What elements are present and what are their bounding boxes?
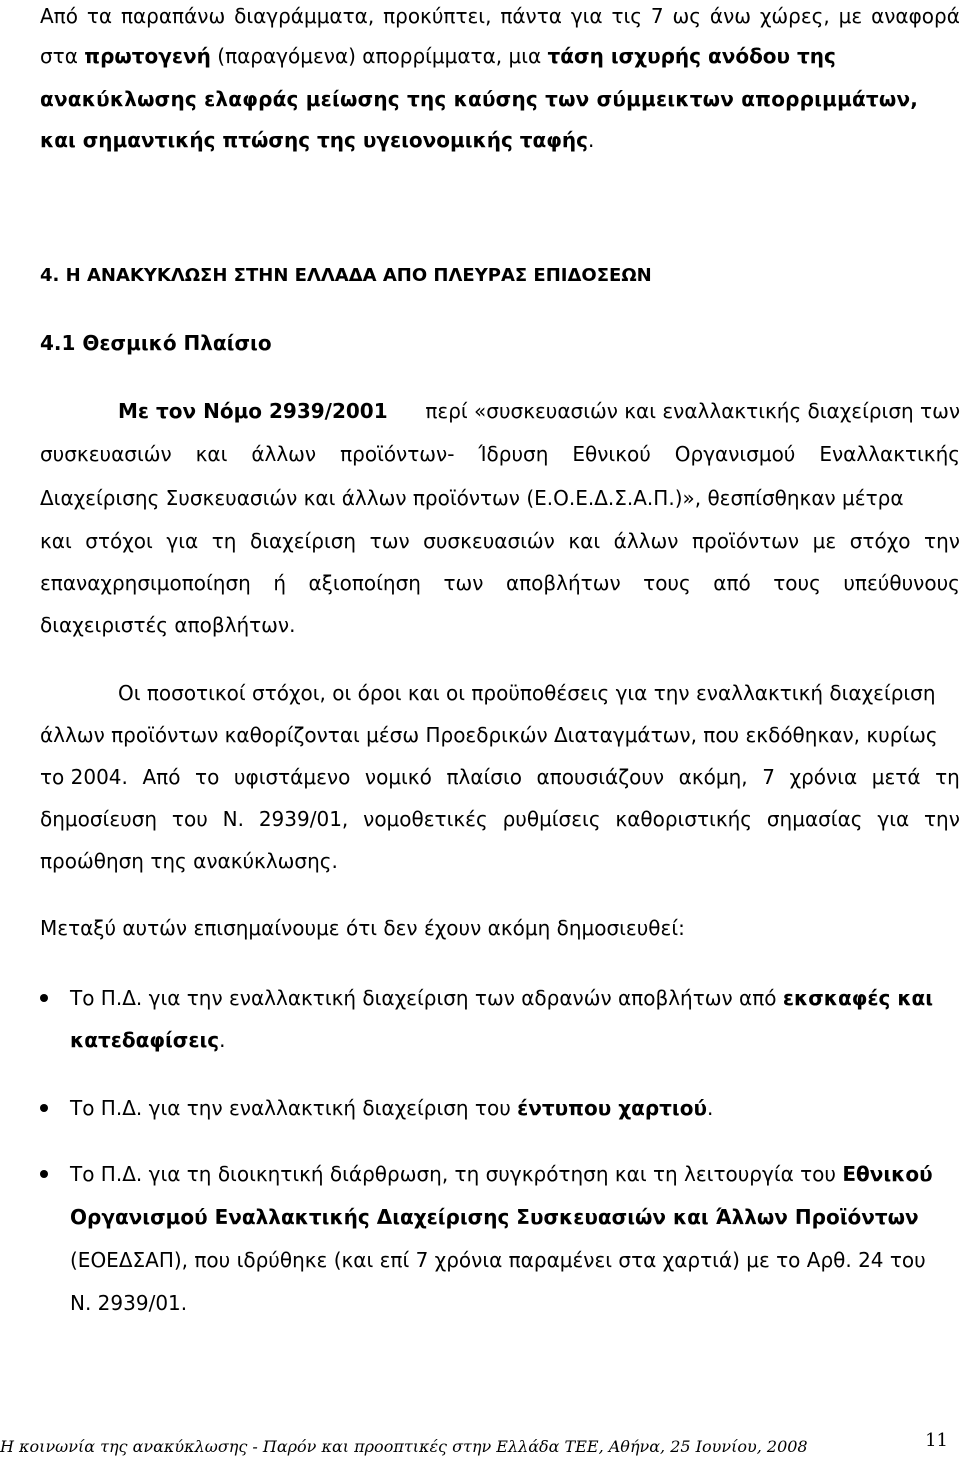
bullet-2-dot: [40, 1104, 48, 1112]
word: τους: [773, 571, 821, 595]
footer-citation: Η κοινωνία της ανακύκλωσης - Παρόν και προοπτικές στην Ελλάδα ΤΕΕ, Αθήνα, 25 Ιουνίου, 2008: [0, 1437, 808, 1456]
word: υπεύθυνους: [843, 571, 960, 595]
word: 2939/01,: [258, 807, 349, 831]
page-number: 11: [925, 1430, 948, 1451]
word: χώρες,: [759, 4, 830, 28]
word: Από: [40, 4, 78, 28]
bullet-3-dot: [40, 1170, 48, 1178]
word: για: [877, 807, 910, 831]
word: καθοριστικής: [615, 807, 753, 831]
bullet-3-line-3: (ΕΟΕΔΣΑΠ), που ιδρύθηκε (και επί 7 χρόνια παραμένει στα χαρτιά) με το Αρθ. 24 του: [70, 1248, 926, 1272]
word: Από: [142, 765, 181, 789]
para3: Μεταξύ αυτών επισημαίνουμε ότι δεν έχουν ακόμη δημοσιευθεί:: [40, 916, 685, 940]
word: δημοσίευση: [40, 807, 158, 831]
word: απουσιάζουν: [536, 765, 665, 789]
word: πάντα: [500, 4, 562, 28]
word: σημασίας: [766, 807, 863, 831]
word: αναφορά: [871, 4, 960, 28]
para1-line-2: [40, 441, 960, 467]
para1-line-3: Διαχείρισης Συσκευασιών και άλλων προϊόντων (Ε.Ο.Ε.Δ.Σ.Α.Π.)», θεσπίσθηκαν μέτρα: [40, 486, 904, 510]
word: νομικό: [364, 765, 432, 789]
word: προκύπτει,: [383, 4, 492, 28]
para1-line-6: διαχειριστές αποβλήτων.: [40, 613, 296, 637]
para1-line-4: [40, 528, 960, 554]
word: και: [40, 529, 72, 553]
word: επαναχρησιμοποίηση: [40, 571, 251, 595]
para1-line-5: [40, 570, 960, 596]
word: με: [838, 4, 863, 28]
word: διαχείριση: [249, 529, 357, 553]
para2-line-3: [40, 764, 960, 790]
word: στόχοι: [85, 529, 153, 553]
word: των: [369, 529, 410, 553]
word: τη: [935, 765, 960, 789]
bullet-1-line-2: κατεδαφίσεις.: [70, 1028, 226, 1052]
word: προϊόντων-: [340, 442, 455, 466]
bullet-3-line-1: Το Π.Δ. για τη διοικητική διάρθρωση, τη συγκρότηση και τη λειτουργία του Εθνικού: [70, 1162, 933, 1186]
word: τις: [611, 4, 643, 28]
para2-line-1: Οι ποσοτικοί στόχοι, οι όροι και οι προϋποθέσεις για την εναλλακτική διαχείριση: [118, 681, 936, 705]
bullet-3-line-2: Οργανισμού Εναλλακτικής Διαχείρισης Συσκευασιών και Άλλων Προϊόντων: [70, 1205, 919, 1229]
word: υφιστάμενο: [233, 765, 351, 789]
intro-line-3: ανακύκλωσης ελαφράς μείωσης της καύσης των σύμμεικτων απορριμμάτων,: [40, 87, 919, 111]
para1-line-1: Με τον Νόμο 2939/2001 περί «συσκευασιών και εναλλακτικής διαχείριση των: [118, 399, 960, 423]
word: συσκευασιών: [40, 442, 172, 466]
word: μετά: [871, 765, 921, 789]
word: του: [171, 807, 208, 831]
word: και: [195, 442, 228, 466]
word: ρυθμίσεις: [502, 807, 601, 831]
word: πλαίσιο: [446, 765, 522, 789]
word: Ν.: [222, 807, 244, 831]
intro-line-1: [40, 3, 960, 29]
para2-line-4: [40, 806, 960, 832]
word: και: [568, 529, 601, 553]
intro-line-2: στα πρωτογενή (παραγόμενα) απορρίμματα, μια τάση ισχυρής ανόδου της: [40, 44, 836, 68]
word: τα: [86, 4, 113, 28]
bullet-1-dot: [40, 994, 48, 1002]
word: άνω: [709, 4, 751, 28]
word: νομοθετικές: [363, 807, 488, 831]
word: το 2004.: [40, 765, 128, 789]
bullet-3-line-4: Ν. 2939/01.: [70, 1291, 188, 1315]
word: ως: [672, 4, 702, 28]
subsection-heading: 4.1 Θεσμικό Πλαίσιο: [40, 331, 272, 355]
word: ή: [273, 571, 286, 595]
word: άλλων: [613, 529, 679, 553]
word: με: [812, 529, 837, 553]
word: αποβλήτων: [505, 571, 621, 595]
para2-line-2: άλλων προϊόντων καθορίζονται μέσω Προεδρικών Διαταγμάτων, που εκδόθηκαν, κυρίως: [40, 723, 938, 747]
word: την: [924, 807, 960, 831]
bullet-2-line-1: Το Π.Δ. για την εναλλακτική διαχείριση του έντυπου χαρτιού.: [70, 1096, 714, 1120]
section-heading: 4. Η ΑΝΑΚΥΚΛΩΣΗ ΣΤΗΝ ΕΛΛΑΔΑ ΑΠΟ ΠΛΕΥΡΑΣ ΕΠΙΔΟΣΕΩΝ: [40, 265, 652, 286]
word: στόχο: [849, 529, 911, 553]
word: Εναλλακτικής: [819, 442, 960, 466]
word: αξιοποίηση: [308, 571, 421, 595]
word: τη: [211, 529, 237, 553]
word: 7: [762, 765, 775, 789]
word: χρόνια: [789, 765, 858, 789]
word: διαγράμματα,: [234, 4, 375, 28]
word: άλλων: [251, 442, 317, 466]
word: Οργανισμού: [674, 442, 796, 466]
word: ακόμη,: [678, 765, 748, 789]
word: παραπάνω: [120, 4, 226, 28]
intro-line-4: και σημαντικής πτώσης της υγειονομικής ταφής.: [40, 128, 595, 152]
para2-line-5: προώθηση της ανακύκλωσης.: [40, 849, 338, 873]
word: από: [713, 571, 751, 595]
word: συσκευασιών: [423, 529, 555, 553]
word: Εθνικού: [572, 442, 651, 466]
bullet-1-line-1: Το Π.Δ. για την εναλλακτική διαχείριση των αδρανών αποβλήτων από εκσκαφές και: [70, 986, 934, 1010]
word: την: [924, 529, 960, 553]
word: των: [443, 571, 484, 595]
word: για: [166, 529, 199, 553]
word: προϊόντων: [691, 529, 800, 553]
word: για: [570, 4, 603, 28]
word: Ίδρυση: [478, 442, 549, 466]
word: 7: [650, 4, 664, 28]
word: το: [195, 765, 220, 789]
word: τους: [643, 571, 691, 595]
